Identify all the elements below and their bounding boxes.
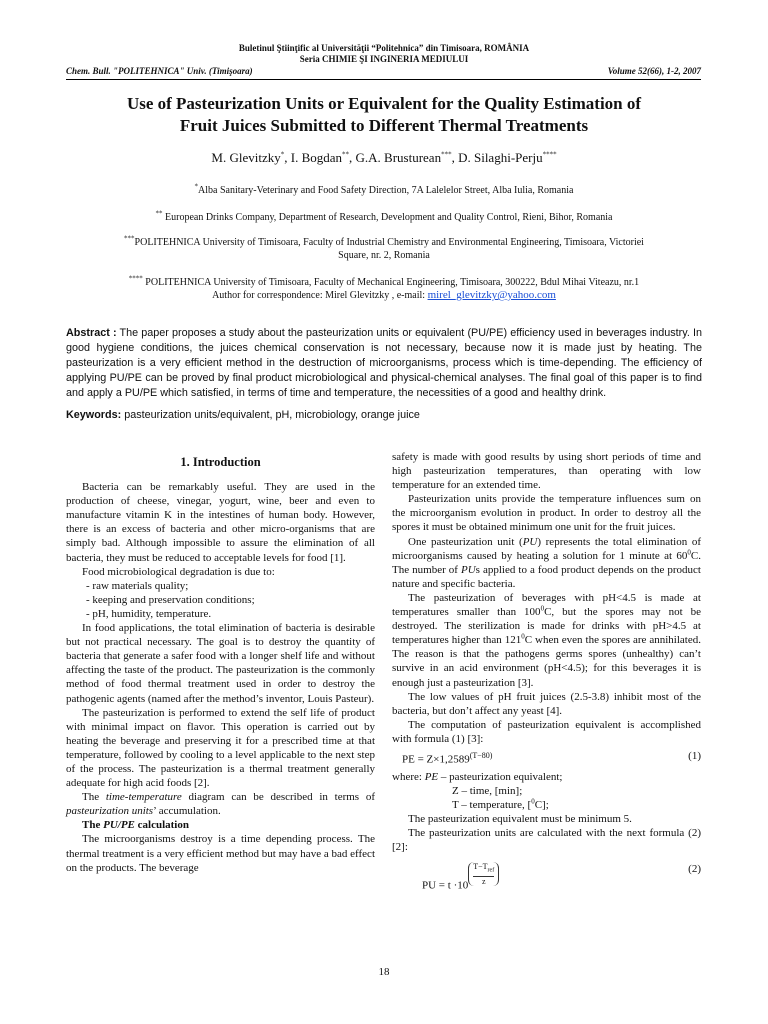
text-run: PE (424, 770, 439, 783)
author-name: I. Bogdan (290, 150, 343, 165)
where-line (392, 770, 701, 784)
formula-1 (392, 749, 701, 767)
text-run: ’ accumulation. (153, 805, 221, 818)
abstract-text: The paper proposes a study about the pasteurization units or equivalent (PU/PE) efficiency used in beverages industry. In good hygiene conditions, the juices chemical conservation is not necessary, because now it is made just by heating. The pasteurization is a very efficient method in the destruction of microorganisms, process which is time-depending. The efficiency of applying PU/PE can be proved by final product microbiological and physical-chemical analyses. The final goal of this paper is to find and apply a PU/PE which satisfied, in terms of time and temperature, the necessities of a good and healthy drink. (66, 327, 702, 399)
paragraph: safety is made with good results by using short periods of time and high pasteurization temperatures, than operating with low temperature for an extended time. (392, 451, 701, 492)
formula-exponent (468, 862, 499, 886)
text-run: diagram can be described in terms of (181, 791, 375, 804)
abstract (66, 326, 702, 401)
journal-name: Chem. Bull. "POLITEHNICA" Univ. (Timişoara) (66, 66, 253, 76)
paragraph (392, 535, 701, 591)
formula-text: T−T (473, 862, 488, 872)
where-line: Z – time, [min]; (452, 784, 523, 797)
formula-number: (2) (688, 863, 701, 876)
formula-2 (392, 862, 701, 892)
keywords (66, 409, 702, 421)
header-rule (66, 79, 701, 80)
text-run: time-temperature (105, 791, 182, 804)
superscript: 0 (540, 604, 545, 613)
series-header-line1: Buletinul Ştiinţific al Universităţii “Politehnica” din Timisoara, ROMÂNIA (238, 43, 530, 53)
author-list: M. Glevitzky*, I. Bogdan**, G.A. Brusturean***, D. Silaghi-Perju**** (211, 150, 557, 165)
title-line-2: Fruit Juices Submitted to Different Thermal Treatments (179, 116, 589, 135)
text-run: calculation (134, 819, 189, 832)
formula-text: z (481, 876, 486, 886)
text-run: s applied to a food product depends on the product nature and specific bacteria. (392, 563, 701, 590)
affiliation-text: European Drinks Company, Department of Research, Development and Quality Control, Rieni, Bihor, Romania (162, 212, 613, 223)
affiliation-mark: * (194, 182, 199, 191)
text-run: The (82, 819, 104, 832)
keywords-text: pasteurization units/equivalent, pH, microbiology, orange juice (121, 409, 420, 421)
volume-info: Volume 52(66), 1-2, 2007 (607, 66, 701, 76)
author-name: D. Silaghi-Perju (458, 150, 543, 165)
list-item: - raw materials quality; (86, 579, 189, 592)
paragraph: Bacteria can be remarkably useful. They are used in the production of cheese, vinegar, yogurt, wine, beer and even to manufacture vitamin K in the intestines of human body. However, there is an excess of bacteria and other micro-organisms that are simply bad. Although impossible to assure the elimination of all bacteria, they must be reduced to acceptable levels for food [1]. (66, 481, 375, 564)
paragraph: Pasteurization units provide the temperature influences sum on the microorganism evolution in product. In order to destroy all the spores it must be obtained minimum one unit for the fruit juices. (392, 493, 701, 534)
journal-bar (66, 66, 701, 76)
paragraph: The computation of pasteurization equivalent is accomplished with formula (1) [3]: (392, 718, 701, 745)
affiliation-mark: *** (124, 234, 135, 243)
text-run: – pasteurization equivalent; (438, 770, 563, 783)
paragraph: The pasteurization equivalent must be minimum 5. (408, 813, 632, 825)
formula-exponent: (T−80) (469, 750, 493, 760)
keywords-label: Keywords: (66, 409, 122, 421)
paragraph: Food microbiological degradation is due to: (82, 565, 275, 578)
author-name: G.A. Brusturean (355, 150, 442, 165)
text-run: pasteurization units (66, 805, 154, 818)
email-link[interactable]: mirel_glevitzky@yahoo.com (427, 289, 556, 301)
paragraph: The pasteurization is performed to extend the self life of product with minimal impact on flavor. This operation is carried out by heating the beverage and preserving it for a prescribed time at that temperature, followed by cooling to a level applicable to the next step of the process. The pasteurization is a thermal treatment generally adequate for high acid foods [2]. (66, 706, 375, 790)
paragraph (392, 591, 701, 690)
superscript: 0 (521, 632, 525, 641)
paragraph: The low values of pH fruit juices (2.5-3.8) inhibit most of the bacteria, but don’t affect any yeast [4]. (392, 690, 701, 717)
superscript: 0 (687, 548, 691, 556)
correspondence-label: Author for correspondence: Mirel Glevitzky , e-mail: (212, 290, 428, 301)
subheading (66, 818, 375, 832)
text-run: where: (392, 770, 425, 783)
series-header-line2: Seria CHIMIE ŞI INGINERIA MEDIULUI (299, 54, 469, 64)
text-run: The (82, 791, 106, 804)
text-run: ) represents the total elimination of microorganisms caused by heating a solution for 1 minute at 60 (392, 535, 701, 562)
list-item: - keeping and preservation conditions; (86, 593, 255, 606)
where-line (392, 798, 701, 812)
affiliation-1 (0, 184, 768, 197)
text-run: T – temperature, [ (452, 798, 532, 811)
text-run: PU/PE (103, 819, 135, 832)
formula-text: PU = t ·10 (422, 879, 469, 892)
affiliation-text: Alba Sanitary-Veterinary and Food Safety Direction, 7A Lalelelor Street, Alba Iulia, Romania (198, 185, 574, 196)
section-heading: 1. Introduction (180, 455, 261, 469)
text-run: One pasteurization unit ( (408, 535, 523, 548)
text-run: C]; (534, 798, 549, 811)
abstract-label: Abstract : (66, 327, 117, 339)
text-run: C when even the spores are annihilated. The reason is that the pathogens germs spores (unhealthy) can’t survive in an acid environment (pH<4.5); for this beverages it is enough just a pasteurization [3]. (392, 634, 701, 689)
right-column (392, 450, 701, 896)
formula-number: (1) (688, 749, 701, 762)
author-mark: ** (342, 150, 350, 159)
author-name: M. Glevitzky (211, 150, 281, 165)
list-item: - pH, humidity, temperature. (86, 607, 212, 620)
author-mark: *** (441, 150, 452, 159)
superscript: 0 (531, 797, 535, 806)
affiliation-3 (0, 236, 768, 262)
affiliation-mark: **** (128, 274, 143, 283)
text-run: The pasteurization of beverages with pH<4.5 is made at temperatures smaller than 100 (392, 591, 701, 619)
paper-title (0, 93, 768, 137)
paragraph: The microorganisms destroy is a time depending process. The thermal treatment is a very efficient method but may have a bad effect on the products. The beverage (66, 833, 375, 874)
left-column (66, 450, 375, 875)
text-run: PU (522, 535, 538, 548)
affiliation-text: Square, nr. 2, Romania (338, 250, 430, 261)
author-mark: **** (542, 150, 557, 159)
paragraph: The pasteurization units are calculated with the next formula (2) [2]: (392, 827, 701, 854)
text-run: C. The number of (392, 549, 701, 576)
affiliation-text: POLITEHNICA University of Timisoara, Faculty of Mechanical Engineering, Timisoara, 300222, Bdul Mihai Viteazu, nr.1 (142, 277, 640, 288)
affiliation-mark: ** (155, 209, 163, 218)
page-number: 18 (378, 966, 390, 978)
title-line-1: Use of Pasteurization Units or Equivalent for the Quality Estimation of (126, 94, 642, 113)
paragraph: In food applications, the total elimination of bacteria is desirable but not practical necessary. The goal is to destroy the quantity of bacteria that generate a safer food with a longer shelf life and without affecting the taste of the product. The pasteurization is the commonly method of food thermal treatment used in order to destroy the pathogenic agents (named after the method’s inventor, Louis Pasteur). (66, 622, 375, 705)
text-run: C, but the spores may not be destroyed. The sterilization is made for drinks with pH>4.5 at temperatures higher than 121 (392, 606, 701, 647)
paragraph (66, 790, 375, 818)
affiliation-2 (0, 211, 768, 224)
text-run: PU (461, 563, 476, 576)
affiliation-text: POLITEHNICA University of Timisoara, Faculty of Industrial Chemistry and Environmental Engineering, Timisoara, Victoriei (134, 237, 644, 248)
affiliation-4 (0, 276, 768, 302)
formula-text: PE = Z×1,2589 (402, 753, 470, 766)
author-mark: * (280, 150, 285, 159)
formula-subscript: ref (487, 867, 495, 874)
